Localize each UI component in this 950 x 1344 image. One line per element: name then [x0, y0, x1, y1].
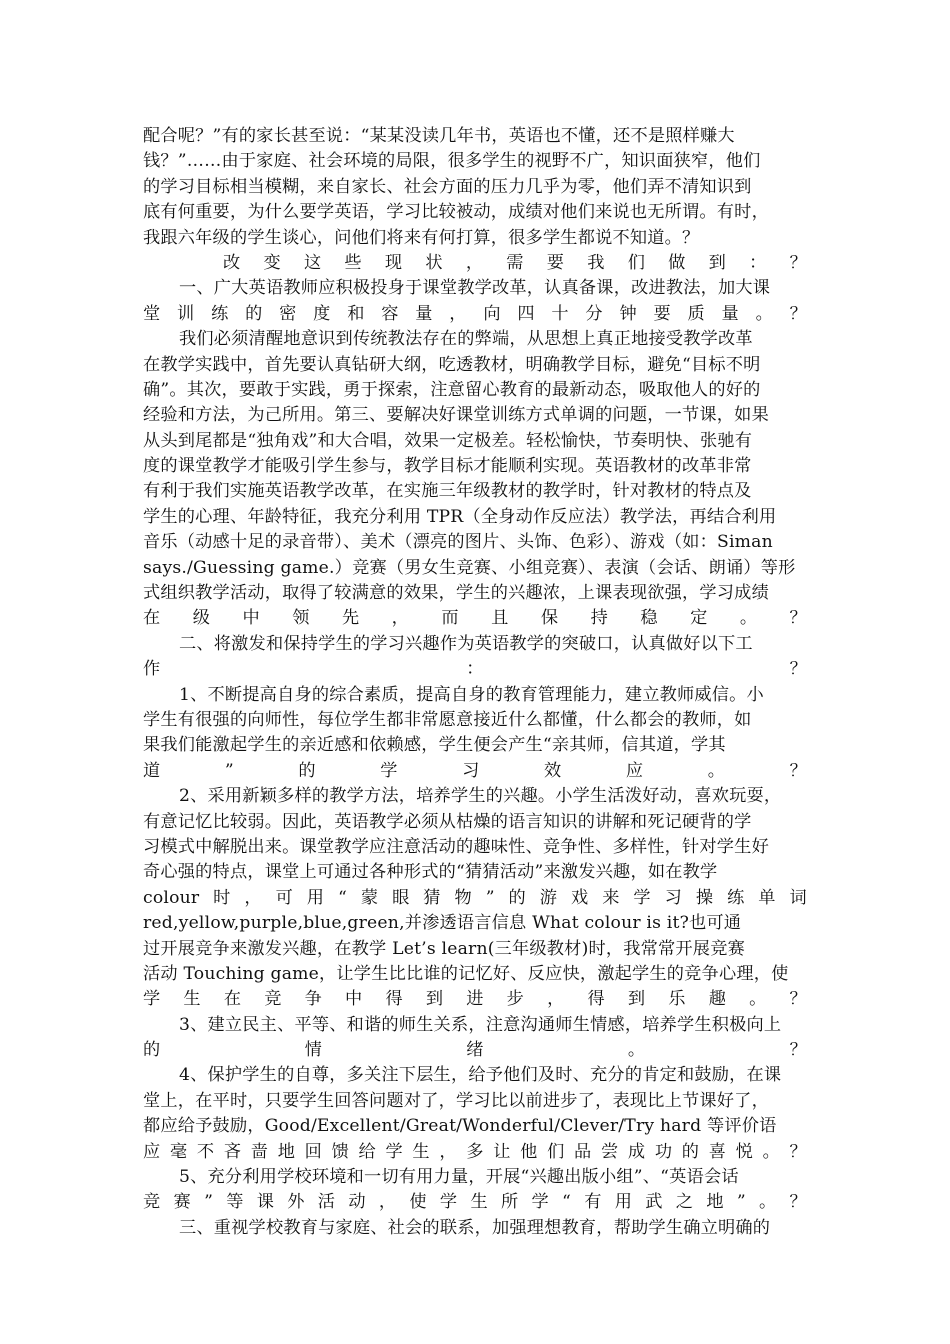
text-token: ，: [244, 887, 262, 908]
text-token: ？: [789, 608, 807, 629]
text-line: 学生有很强的向师性，每位学生都非常愿意接近什么都懂，什么都会的教师，如: [143, 709, 752, 730]
text-token: 。: [707, 760, 726, 781]
text-token: 眼: [392, 887, 410, 908]
text-token: ，: [391, 608, 410, 629]
text-line: 钱？”……由于家庭、社会环境的局限，很多学生的视野不广，知识面狭窄，他们: [143, 151, 761, 172]
text-token: ”: [736, 1192, 746, 1213]
text-token: 练: [727, 887, 745, 908]
text-line: 奇心强的特点，课堂上可通过各种形式的“猜猜活动”来激发兴趣，如在教学: [143, 862, 718, 883]
text-token: ，: [465, 252, 484, 273]
text-token: 效: [543, 760, 562, 781]
text-line: [143, 1190, 807, 1215]
text-token: 学: [633, 887, 651, 908]
text-token: 中: [242, 608, 260, 629]
text-token: 等: [226, 1192, 244, 1213]
text-token: 们: [547, 1141, 565, 1162]
text-token: 绪: [466, 1040, 484, 1061]
text-token: 竞: [264, 989, 282, 1010]
text-token: 。: [758, 1192, 777, 1213]
text-token: 地: [277, 1141, 296, 1162]
text-line: 音乐（动感十足的录音带）、美术（漂亮的图片、头饰、色彩）、游戏（如：Siman: [143, 532, 773, 553]
text-line: 活动 Touching game，让学生比比谁的记忆好、反应快，激起学生的竞争心理，使: [143, 963, 789, 984]
text-token: 我: [587, 252, 605, 273]
text-token: 应: [625, 760, 644, 781]
text-line: 度的课堂教学才能吸引学生参与，教学目标才能顺利实现。英语教材的改革非常: [143, 456, 752, 477]
text-line: 我们必须清醒地意识到传统教法存在的弊端，从思想上真正地接受教学改革: [179, 329, 753, 350]
text-token: 状: [425, 252, 443, 273]
text-token: 他: [520, 1141, 538, 1162]
text-token: ？: [789, 303, 807, 324]
text-token: 用: [306, 887, 325, 908]
text-line: 确”。其次，要敢于实践，勇于探索，注意留心教育的最新动态，吸取他人的好的: [143, 379, 761, 400]
text-token: 用: [614, 1192, 633, 1213]
text-token: 。: [749, 989, 767, 1010]
text-token: ？: [789, 1192, 807, 1213]
text-token: 十: [551, 303, 569, 324]
text-line: 的学习目标相当模糊，来自家长、社会方面的压力几乎为零，他们弄不清知识到: [143, 176, 752, 197]
text-token: 四: [517, 303, 535, 324]
text-token: 喜: [708, 1141, 727, 1162]
text-line: 5、充分利用学校环境和一切有用力量，开展“兴趣出版小组”、“英语会话: [179, 1167, 739, 1188]
text-token: 乐: [668, 989, 686, 1010]
text-token: 吝: [223, 1141, 242, 1162]
text-token: 在: [223, 989, 242, 1010]
text-line: 三、重视学校教育与家庭、社会的联系，加强理想教育，帮助学生确立明确的: [179, 1217, 771, 1238]
text-token: 步: [506, 989, 525, 1010]
text-token: 习: [664, 887, 683, 908]
text-line: 都应给予鼓励，Good/Excellent/Great/Wonderful/Clever/Try hard 等评价语: [143, 1116, 777, 1137]
text-line: [143, 251, 807, 276]
text-token: 得: [587, 989, 605, 1010]
text-line: 学生的心理、年龄特征，我充分利用 TPR（全身动作反应法）教学法，再结合利用: [143, 506, 777, 527]
text-token: 的: [245, 303, 263, 324]
text-line: [143, 1140, 807, 1165]
text-token: 品: [574, 1141, 592, 1162]
text-token: ：: [749, 252, 767, 273]
text-token: 来: [602, 887, 620, 908]
text-token: 的: [298, 760, 316, 781]
text-token: 变: [263, 252, 281, 273]
text-token: 习: [462, 760, 480, 781]
text-line: 经验和方法，为己所用。第三、要解决好课堂训练方式单调的问题，一节课，如果: [143, 405, 769, 426]
text-token: 给: [358, 1141, 376, 1162]
text-token: 中: [345, 989, 363, 1010]
text-token: ”: [485, 887, 495, 908]
text-token: 趣: [708, 989, 727, 1010]
text-token: “: [338, 887, 348, 908]
text-token: ：: [466, 659, 484, 680]
text-token: 让: [493, 1141, 511, 1162]
text-token: ？: [789, 989, 807, 1010]
text-token: 的: [143, 1040, 161, 1061]
text-token: 时: [213, 887, 231, 908]
text-token: 之: [675, 1192, 694, 1213]
text-token: 不: [196, 1141, 215, 1162]
text-token: 学: [531, 1192, 549, 1213]
text-line: says./Guessing game.）竞赛（男女生竞赛、小组竞赛）、表演（会话、朗诵）等形: [143, 557, 796, 578]
text-token: 赛: [173, 1192, 191, 1213]
text-token: 这: [303, 252, 322, 273]
text-line: 我跟六年级的学生谈心，问他们将来有何打算，很多学生都说不知道。？: [143, 227, 700, 248]
text-line: [143, 606, 807, 631]
text-token: ？: [789, 659, 807, 680]
text-token: 到: [708, 252, 727, 273]
text-token: 生: [183, 989, 201, 1010]
text-token: “: [562, 1192, 572, 1213]
text-token: 学: [439, 1192, 458, 1213]
text-token: 活: [317, 1192, 336, 1213]
text-token: 功: [654, 1141, 673, 1162]
text-token: ？: [789, 1040, 807, 1061]
text-token: 操: [695, 887, 714, 908]
text-line: 习模式中解脱出来。课堂教学应注意活动的趣味性、竞争性、多样性，针对学生好: [143, 836, 769, 857]
text-token: ？: [789, 1141, 807, 1162]
text-token: 地: [706, 1192, 724, 1213]
text-token: 。: [755, 303, 773, 324]
text-line: 堂上，在平时，只要学生回答问题对了，学习比以前进步了，表现比上节课好了，: [143, 1090, 769, 1111]
text-token: 量: [721, 303, 739, 324]
text-token: 使: [409, 1192, 427, 1213]
text-token: 蒙: [360, 887, 379, 908]
text-token: 的: [681, 1141, 700, 1162]
text-token: 游: [539, 887, 558, 908]
text-token: 戏: [570, 887, 589, 908]
text-token: 量: [415, 303, 433, 324]
text-token: 分: [585, 303, 603, 324]
text-token: 猜: [423, 887, 441, 908]
text-token: 要: [653, 303, 671, 324]
text-token: 应: [143, 1141, 161, 1162]
text-token: 在: [143, 608, 161, 629]
text-token: 度: [313, 303, 331, 324]
text-token: 且: [491, 608, 509, 629]
text-token: 动: [348, 1192, 366, 1213]
text-token: 单: [758, 887, 776, 908]
text-token: 学: [380, 760, 398, 781]
text-line: [143, 657, 807, 682]
document-page: [143, 124, 807, 1241]
text-token: 作: [143, 659, 161, 680]
text-token: 尝: [600, 1141, 619, 1162]
text-token: ，: [439, 1141, 457, 1162]
text-token: 武: [645, 1192, 663, 1213]
text-line: 二、将激发和保持学生的学习兴趣作为英语教学的突破口，认真做好以下工: [179, 633, 753, 654]
text-token: 到: [627, 989, 646, 1010]
text-token: 学: [385, 1141, 403, 1162]
text-line: 底有何重要，为什么要学英语，学习比较被动，成绩对他们来说也无所谓。有时，: [143, 202, 769, 223]
text-token: 毫: [169, 1141, 188, 1162]
text-token: 外: [287, 1192, 305, 1213]
text-token: 要: [546, 252, 565, 273]
text-token: 馈: [331, 1141, 349, 1162]
text-token: 课: [256, 1192, 275, 1213]
text-token: 需: [506, 252, 524, 273]
text-line: [143, 759, 807, 784]
text-line: [143, 1038, 807, 1063]
text-line: 3、建立民主、平等、和谐的师生关系，注意沟通师生情感，培养学生积极向上: [179, 1014, 782, 1035]
text-line: [143, 987, 807, 1012]
text-line: 在教学实践中，首先要认真钻研大纲，吃透教材，明确教学目标，避免“目标不明: [143, 354, 761, 375]
text-token: 稳: [640, 608, 658, 629]
text-token: 物: [454, 887, 472, 908]
text-token: ”: [204, 1192, 214, 1213]
text-token: ，: [547, 989, 565, 1010]
text-token: 所: [500, 1192, 519, 1213]
text-token: 。: [627, 1040, 646, 1061]
text-token: 回: [304, 1141, 323, 1162]
text-token: 些: [344, 252, 362, 273]
text-line: 有意记忆比较弱。因此，英语教学必须从枯燥的语言知识的讲解和死记硬背的学: [143, 811, 752, 832]
text-line: 1、不断提高自身的综合素质，提高自身的教育管理能力，建立教师威信。小: [179, 684, 764, 705]
text-token: 容: [381, 303, 399, 324]
text-line: red,yellow,purple,blue,green,并渗透语言信息 What colour is it?也可通: [143, 913, 742, 934]
text-line: 有利于我们实施英语教学改革，在实施三年级教材的教学时，针对教材的特点及: [143, 481, 752, 502]
text-token: 竞: [143, 1192, 161, 1213]
text-token: 可: [275, 887, 293, 908]
text-token: 密: [279, 303, 297, 324]
text-token: 级: [192, 608, 211, 629]
text-token: 质: [687, 303, 705, 324]
text-token: 改: [223, 252, 241, 273]
text-token: ，: [378, 1192, 397, 1213]
text-token: 。: [762, 1141, 780, 1162]
text-token: 到: [425, 989, 444, 1010]
text-token: 现: [384, 252, 403, 273]
text-token: 有: [584, 1192, 602, 1213]
text-line: 一、广大英语教师应积极投身于课堂教学改革，认真备课，改进教法，加大课: [179, 278, 771, 299]
text-token: 先: [341, 608, 360, 629]
text-line: 过开展竞争来激发兴趣，在教学 Let’s learn(三年级教材)时，我常常开展竞赛: [143, 938, 745, 959]
text-token: 成: [627, 1141, 646, 1162]
text-token: 练: [211, 303, 229, 324]
text-line: 4、保护学生的自尊，多关注下层生，给予他们及时、充分的肯定和鼓励，在课: [179, 1065, 782, 1086]
text-token: 训: [177, 303, 195, 324]
text-token: 生: [412, 1141, 430, 1162]
text-token: 们: [627, 252, 646, 273]
text-line: [143, 886, 807, 911]
text-token: 钟: [619, 303, 637, 324]
text-token: 情: [304, 1040, 323, 1061]
text-token: 进: [466, 989, 484, 1010]
text-token: 悦: [735, 1141, 754, 1162]
text-token: ”: [224, 760, 234, 781]
text-line: 式组织教学活动，取得了较满意的效果，学生的兴趣浓，上课表现欲强，学习成绩: [143, 583, 769, 604]
text-token: 啬: [250, 1141, 269, 1162]
text-token: 争: [304, 989, 323, 1010]
text-token: 保: [540, 608, 559, 629]
text-token: 持: [590, 608, 608, 629]
text-token: 生: [470, 1192, 488, 1213]
text-token: 词: [789, 887, 807, 908]
text-line: 从头到尾都是“独角戏”和大合唱，效果一定极差。轻松愉快，节奏明快、张驰有: [143, 430, 753, 451]
text-token: 堂: [143, 303, 161, 324]
text-token: 得: [385, 989, 403, 1010]
text-token: ？: [789, 252, 807, 273]
text-line: 果我们能激起学生的亲近感和依赖感，学生便会产生“亲其师，信其道，学其: [143, 735, 726, 756]
text-token: ，: [449, 303, 467, 324]
text-token: 多: [466, 1141, 484, 1162]
text-token: 学: [143, 989, 161, 1010]
text-line: [143, 302, 807, 327]
text-token: 而: [441, 608, 459, 629]
text-token: colour: [143, 887, 200, 908]
text-token: 定: [690, 608, 708, 629]
text-line: 2、采用新颖多样的教学方法，培养学生的兴趣。小学生活泼好动，喜欢玩耍，: [179, 786, 782, 807]
text-token: 领: [292, 608, 310, 629]
text-token: 向: [483, 303, 501, 324]
text-line: 配合呢？”有的家长甚至说：“某某没读几年书，英语也不懂，还不是照样赚大: [143, 126, 735, 146]
text-token: 。: [739, 608, 758, 629]
text-token: 和: [347, 303, 365, 324]
text-token: 的: [508, 887, 526, 908]
text-token: 道: [143, 760, 161, 781]
text-token: 做: [668, 252, 686, 273]
text-token: ？: [789, 760, 807, 781]
